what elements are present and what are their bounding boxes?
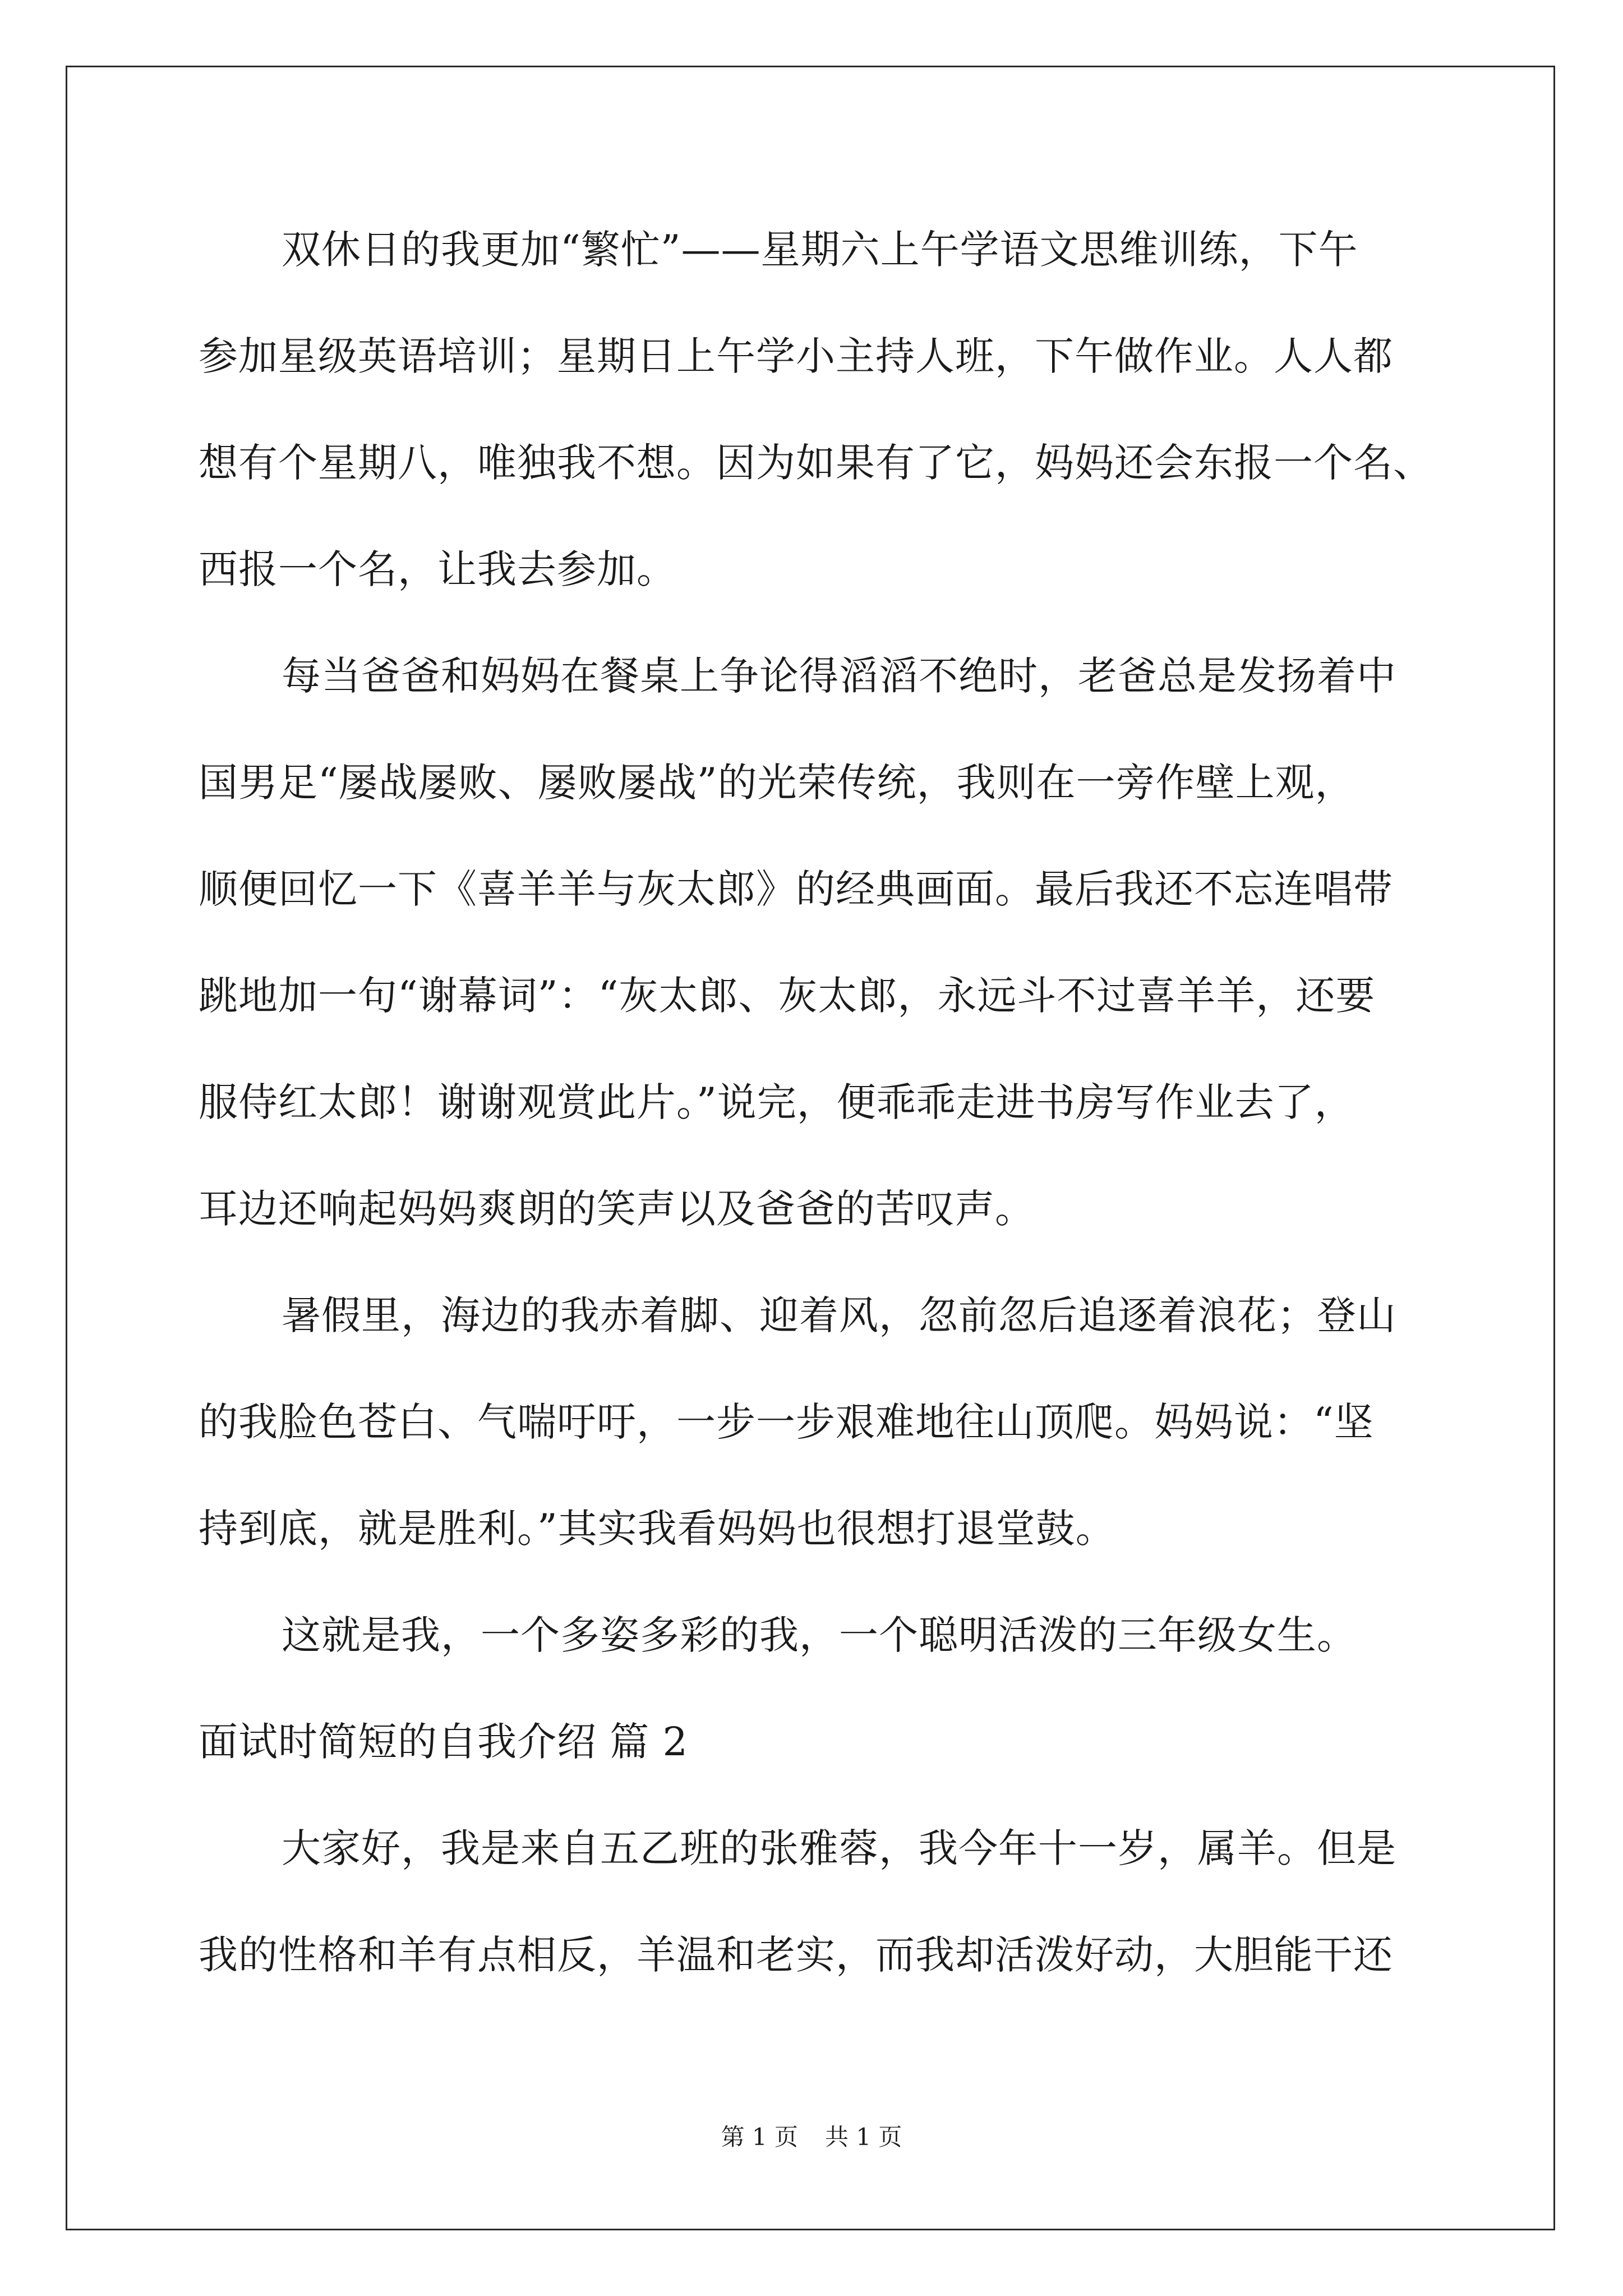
paragraph-1-line-3: 想有个星期八，唯独我不想。因为如果有了它，妈妈还会东报一个名、 xyxy=(199,440,1433,486)
paragraph-3-line-1: 暑假里，海边的我赤着脚、迎着风，忽前忽后追逐着浪花；登山 xyxy=(282,1292,1396,1338)
paragraph-5-line-1: 大家好，我是来自五乙班的张雅蓉，我今年十一岁，属羊。但是 xyxy=(282,1825,1396,1871)
section-heading: 面试时简短的自我介绍 篇 2 xyxy=(199,1719,689,1765)
paragraph-2-line-1: 每当爸爸和妈妈在餐桌上争论得滔滔不绝时，老爸总是发扬着中 xyxy=(282,653,1396,699)
page-footer xyxy=(0,2120,1623,2154)
paragraph-3-line-2: 的我脸色苍白、气喘吁吁，一步一步艰难地往山顶爬。妈妈说：“坚 xyxy=(199,1399,1374,1445)
paragraph-3-line-3: 持到底，就是胜利。”其实我看妈妈也很想打退堂鼓。 xyxy=(199,1506,1115,1552)
paragraph-1-line-2: 参加星级英语培训；星期日上午学小主持人班，下午做作业。人人都 xyxy=(199,333,1393,379)
paragraph-2-line-5: 服侍红太郎！谢谢观赏此片。”说完，便乖乖走进书房写作业去了， xyxy=(199,1079,1354,1125)
paragraph-2-line-6: 耳边还响起妈妈爽朗的笑声以及爸爸的苦叹声。 xyxy=(199,1186,1035,1232)
paragraph-1-line-1: 双休日的我更加“繁忙”——星期六上午学语文思维训练，下午 xyxy=(282,227,1358,273)
page-number: 第 1 页 xyxy=(721,2123,798,2151)
page-total: 共 1 页 xyxy=(825,2123,902,2151)
paragraph-2-line-4: 跳地加一句“谢幕词”：“灰太郎、灰太郎，永远斗不过喜羊羊，还要 xyxy=(199,973,1376,1019)
paragraph-1-line-4: 西报一个名，让我去参加。 xyxy=(199,546,676,592)
paragraph-2-line-2: 国男足“屡战屡败、屡败屡战”的光荣传统，我则在一旁作壁上观， xyxy=(199,760,1355,806)
paragraph-5-line-2: 我的性格和羊有点相反，羊温和老实，而我却活泼好动，大胆能干还 xyxy=(199,1932,1393,1978)
page-border xyxy=(66,66,1555,2230)
paragraph-4-line-1: 这就是我，一个多姿多彩的我，一个聪明活泼的三年级女生。 xyxy=(282,1612,1357,1658)
paragraph-2-line-3: 顺便回忆一下《喜羊羊与灰太郎》的经典画面。最后我还不忘连唱带 xyxy=(199,866,1393,912)
